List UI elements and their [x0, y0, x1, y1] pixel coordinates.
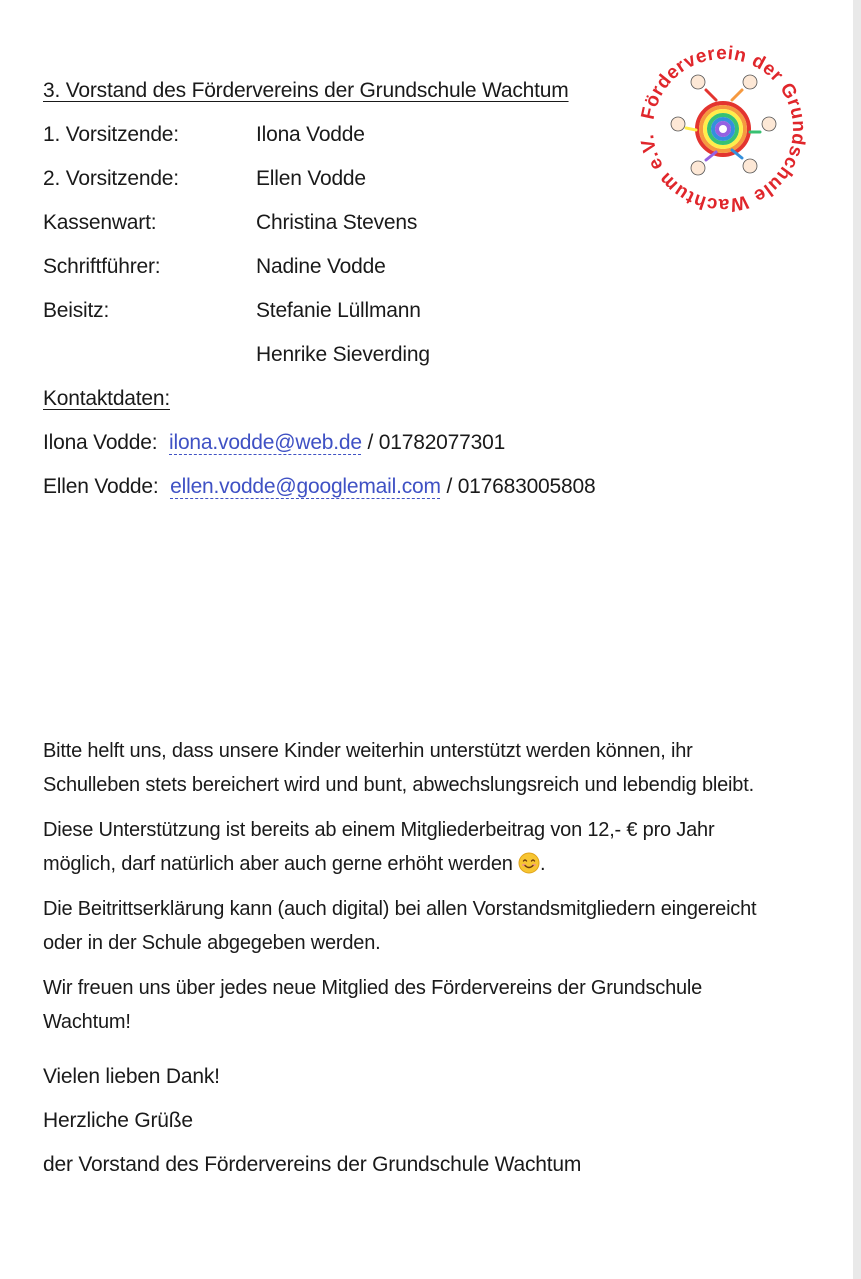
board-name: Nadine Vodde	[256, 255, 386, 278]
board-name: Henrike Sieverding	[256, 343, 430, 366]
page-edge	[853, 0, 861, 1279]
board-name: Stefanie Lüllmann	[256, 299, 421, 322]
paragraph: Wir freuen uns über jedes neue Mitglied des Fördervereins der Grundschule Wachtum!	[43, 977, 703, 1033]
closing-signature: der Vorstand des Fördervereins der Grundschule Wachtum	[43, 1153, 582, 1176]
contact-label: Ilona Vodde:	[43, 431, 158, 454]
paragraph: Die Beitrittserklärung kann (auch digital) bei allen Vorstandsmitgliedern eingereicht oder in der Schule abgegeben werden.	[43, 898, 757, 954]
closing-greeting: Herzliche Grüße	[43, 1109, 193, 1132]
contact-phone: / 01782077301	[367, 431, 506, 454]
board-role: 2. Vorsitzende:	[43, 167, 179, 190]
board-role: 1. Vorsitzende:	[43, 123, 179, 146]
contact-label: Ellen Vodde:	[43, 475, 159, 498]
email-link[interactable]: ellen.vodde@googlemail.com	[170, 475, 441, 498]
email-link[interactable]: ilona.vodde@web.de	[169, 431, 362, 454]
smiling-face-icon	[518, 852, 540, 874]
contact-row	[43, 430, 505, 456]
contact-title: Kontaktdaten:	[43, 387, 170, 410]
svg-text:Förderverein der Grundschule W: Förderverein der Grundschule Wachtum e.V.	[637, 42, 810, 216]
closing-thanks: Vielen lieben Dank!	[43, 1065, 220, 1088]
contact-phone: / 017683005808	[446, 475, 596, 498]
paragraph	[43, 813, 783, 881]
contact-row	[43, 474, 595, 500]
paragraph-text-end: .	[540, 853, 546, 875]
board-role: Kassenwart:	[43, 211, 157, 234]
paragraph: Bitte helft uns, dass unsere Kinder weiterhin unterstützt werden können, ihr Schulleben stets bereichert wird und bunt, abwechslungsreich und lebendig bleibt.	[43, 740, 754, 796]
section-heading: 3. Vorstand des Fördervereins der Grundschule Wachtum	[43, 79, 569, 102]
board-name: Ilona Vodde	[256, 123, 365, 146]
school-association-logo	[632, 38, 814, 220]
board-name: Christina Stevens	[256, 211, 418, 234]
board-role: Schriftführer:	[43, 255, 161, 278]
board-name: Ellen Vodde	[256, 167, 366, 190]
paragraph-text: Diese Unterstützung ist bereits ab einem Mitgliederbeitrag von 12,- € pro Jahr möglich, darf natürlich aber auch gerne erhöht werden	[43, 819, 715, 875]
board-role: Beisitz:	[43, 299, 110, 322]
